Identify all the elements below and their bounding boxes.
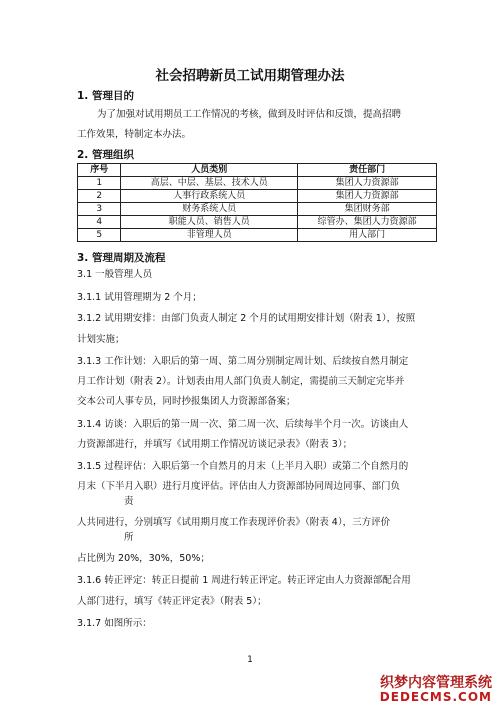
responsibility-table bbox=[77, 163, 437, 242]
section3-line: 3.1 一般管理人员 bbox=[77, 269, 153, 280]
table-header-row bbox=[78, 164, 437, 177]
page-number: 1 bbox=[247, 655, 253, 665]
section3-line: 3.1.3 工作计划：入职后的第一周、第二周分别制定周计划、后续按自然月制定 bbox=[77, 356, 409, 367]
section1-heading: 1. 管理目的 bbox=[77, 90, 134, 102]
section3-line: 3.1.1 试用管理期为 2 个月； bbox=[77, 292, 202, 303]
section3-line: 所 bbox=[124, 532, 134, 543]
table-cell: 职能人员、销售人员 bbox=[121, 216, 298, 229]
table-cell: 用人部门 bbox=[298, 229, 437, 242]
page-title: 社会招聘新员工试用期管理办法 bbox=[155, 68, 345, 84]
table-row bbox=[78, 229, 437, 242]
table-row bbox=[78, 216, 437, 229]
table-cell: 4 bbox=[78, 216, 121, 229]
section3-line: 计划实施； bbox=[77, 334, 125, 345]
section3-line: 3.1.5 过程评估：入职后第一个自然月的月末（上半月入职）或第二个自然月的 bbox=[77, 461, 409, 472]
section3-line: 月工作计划（附表 2）。计划表由用人部门负责人制定，需提前三天制定完毕并 bbox=[77, 376, 405, 387]
table-cell: 2 bbox=[78, 190, 121, 203]
section3-line: 占比例为 20%，30%，50%； bbox=[77, 553, 210, 564]
table-cell: 集团人力资源部 bbox=[298, 177, 437, 190]
section1-line1: 为了加强对试用期员工工作情况的考核，做到及时评估和反馈，提高招聘 bbox=[97, 109, 402, 120]
table-cell: 财务系统人员 bbox=[121, 203, 298, 216]
section3-line: 交本公司人事专员，同时抄报集团人力资源部备案； bbox=[77, 396, 296, 407]
table-cell: 5 bbox=[78, 229, 121, 242]
table-cell: 集团财务部 bbox=[298, 203, 437, 216]
section3-line: 3.1.6 转正评定：转正日提前 1 周进行转正评定。转正评定由人力资源部配合用 bbox=[77, 575, 411, 586]
section3-line: 人共同进行，分别填写《试用期月度工作表现评价表》（附表 4），三方评价 bbox=[77, 517, 391, 528]
watermark-text: 织梦内容管理系统 bbox=[380, 675, 492, 691]
section3-heading: 3. 管理周期及流程 bbox=[77, 252, 166, 264]
section3-line: 力资源部进行，并填写《试用期工作情况访谈记录表》（附表 3）； bbox=[77, 439, 353, 450]
column-header: 序号 bbox=[78, 164, 121, 177]
section3-line: 月末（下半月入职）进行月度评估。评估由人力资源部协同周边同事、部门负 bbox=[77, 481, 401, 492]
section3-line: 责 bbox=[124, 496, 134, 507]
watermark-url: DEDECMS.COM bbox=[379, 690, 492, 704]
table-cell: 非管理人员 bbox=[121, 229, 298, 242]
section3-line: 3.1.4 访谈：入职后的第一周一次、第二周一次、后续每半个月一次。访谈由人 bbox=[77, 419, 409, 430]
section1-line2: 工作效果，特制定本办法。 bbox=[77, 129, 192, 140]
table-row bbox=[78, 203, 437, 216]
table-cell: 1 bbox=[78, 177, 121, 190]
table-cell: 集团人力资源部 bbox=[298, 190, 437, 203]
table-cell: 高层、中层、基层、技术人员 bbox=[121, 177, 298, 190]
section3-line: 3.1.2 试用期安排：由部门负责人制定 2 个月的试用期安排计划（附表 1），按照 bbox=[77, 313, 416, 324]
column-header: 人员类别 bbox=[121, 164, 298, 177]
table-cell: 3 bbox=[78, 203, 121, 216]
table-row bbox=[78, 190, 437, 203]
section3-line: 人部门进行，填写《转正评定表》（附表 5）； bbox=[77, 596, 267, 607]
table-row bbox=[78, 177, 437, 190]
section3-line: 3.1.7 如图所示： bbox=[77, 618, 152, 629]
section2-heading: 2. 管理组织 bbox=[77, 149, 134, 161]
column-header: 责任部门 bbox=[298, 164, 437, 177]
table-cell: 人事行政系统人员 bbox=[121, 190, 298, 203]
table-cell: 综管办、集团人力资源部 bbox=[298, 216, 437, 229]
